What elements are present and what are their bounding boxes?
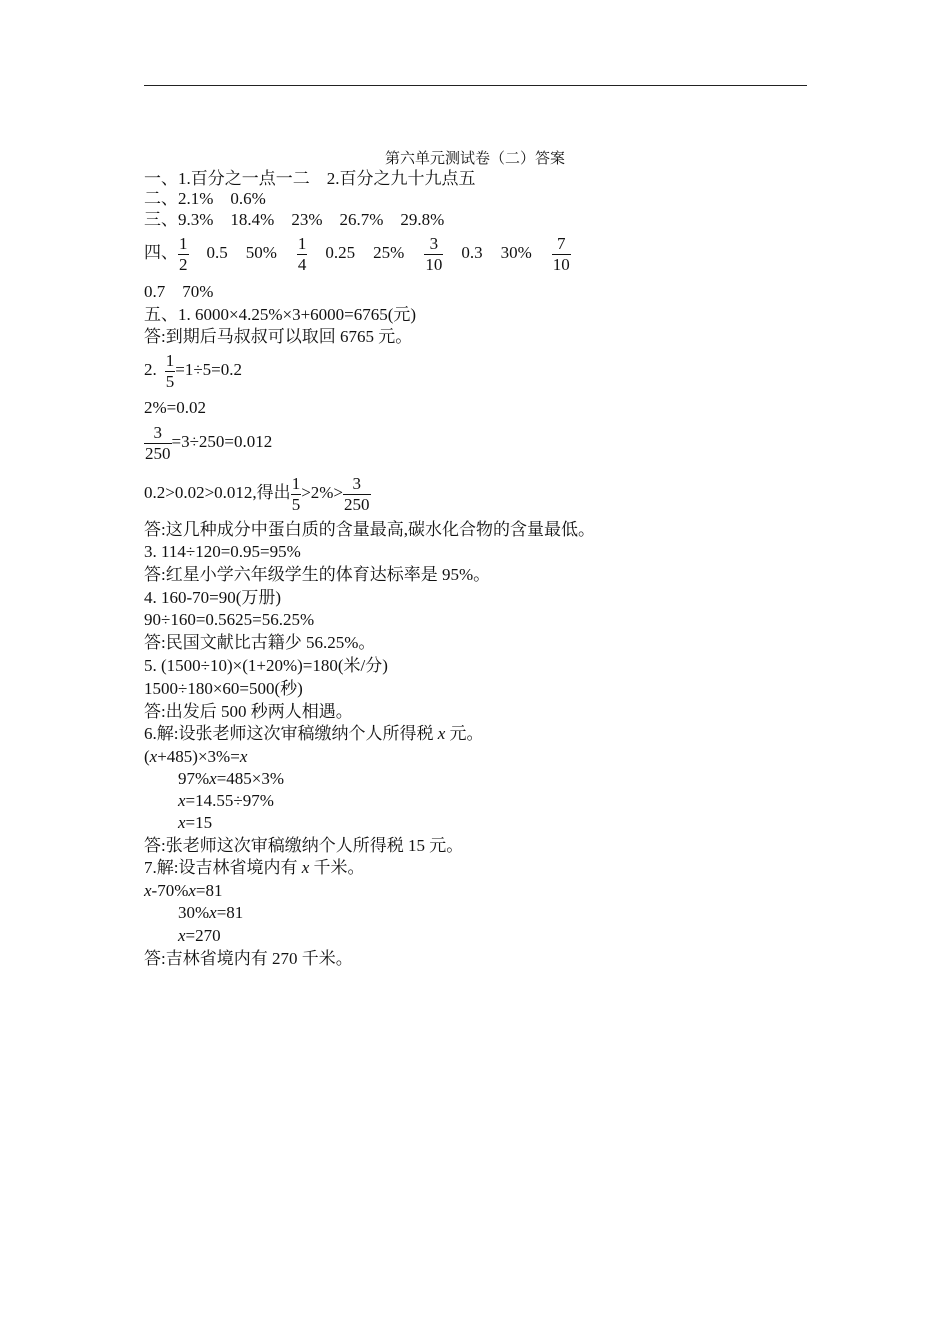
fraction: $\frac{1}{5}$ [165, 350, 175, 391]
q5-p6-step3: x=14.55÷97% [178, 791, 274, 810]
answer-q1: 一、1.百分之一点一二 2.百分之九十九点五 [144, 169, 476, 188]
q5-p5-line1: 5. (1500÷10)×(1+20%)=180(米/分) [144, 656, 388, 675]
q5-p6-setup: 6.解:设张老师这次审稿缴纳个人所得税 x 元。 [144, 724, 484, 743]
fraction: $\frac{1}{2}$ [179, 233, 188, 274]
q5-p4-line1: 4. 160-70=90(万册) [144, 588, 282, 607]
q5-p2-line3 [144, 422, 272, 464]
q5-p3-answer: 答:红星小学六年级学生的体育达标率是 95%。 [144, 565, 491, 584]
decimal-value: 0.25 [325, 243, 356, 262]
q5-p7-answer: 答:吉林省境内有 270 千米。 [144, 949, 353, 968]
q5-p6-answer: 答:张老师这次审稿缴纳个人所得税 15 元。 [144, 836, 464, 855]
compare-text-a: 0.2>0.02>0.012,得出 [144, 483, 291, 502]
answer-q2: 二、2.1% 0.6% [144, 189, 266, 208]
q5-p2-answer: 答:这几种成分中蛋白质的含量最高,碳水化合物的含量最低。 [144, 520, 595, 539]
fraction: $\frac{3}{10}$ [425, 233, 443, 274]
percent-value: 30% [500, 243, 532, 262]
fraction: $\frac{1}{5}$ [291, 473, 301, 514]
decimal-value: 0.5 [206, 243, 228, 262]
q5-p6-step2: 97%x=485×3% [178, 769, 285, 788]
q5-p5-line2: 1500÷180×60=500(秒) [144, 679, 303, 698]
q5-p2-line2: 2%=0.02 [144, 398, 206, 417]
q5-p2-result3: =3÷250=0.012 [171, 432, 273, 451]
fraction: $\frac{3}{250}$ [344, 473, 370, 514]
answer-q4 [144, 233, 571, 275]
q5-p2-compare [144, 473, 371, 515]
fraction: $\frac{7}{10}$ [552, 233, 570, 274]
q5-p2-line1 [144, 350, 242, 392]
q5-p4-answer: 答:民国文献比古籍少 56.25%。 [144, 633, 376, 652]
fraction: $\frac{1}{4}$ [297, 233, 307, 274]
answer-q3: 三、9.3% 18.4% 23% 26.7% 29.8% [144, 210, 445, 229]
q5-p7-setup: 7.解:设吉林省境内有 x 千米。 [144, 858, 365, 877]
q5-p4-line2: 90÷160=0.5625=56.25% [144, 610, 315, 629]
q5-p7-equation: x-70%x=81 [144, 881, 223, 900]
decimal-value: 0.3 [461, 243, 483, 262]
percent-value: 25% [373, 243, 405, 262]
q5-p5-answer: 答:出发后 500 秒两人相遇。 [144, 702, 353, 721]
q5-p6-step4: x=15 [178, 813, 213, 832]
q5-p2-label: 2. [144, 360, 157, 379]
q5-p3-calc: 3. 114÷120=0.95=95% [144, 542, 301, 561]
percent-value: 50% [245, 243, 277, 262]
q4-prefix: 四、 [144, 243, 178, 262]
q5-p7-step2: 30%x=81 [178, 903, 244, 922]
compare-text-b: >2%> [301, 483, 344, 502]
q5-p7-step3: x=270 [178, 926, 221, 945]
q5-p1-answer: 答:到期后马叔叔可以取回 6765 元。 [144, 327, 413, 346]
fraction: $\frac{3}{250}$ [145, 422, 171, 463]
q5-p2-result1: =1÷5=0.2 [175, 360, 243, 379]
q4-tail: 0.7 70% [144, 282, 214, 301]
page-title: 第六单元测试卷（二）答案 [384, 151, 565, 167]
q5-p1-calc: 五、1. 6000×4.25%×3+6000=6765(元) [144, 305, 417, 324]
q5-p6-equation: (x+485)×3%=x [144, 747, 248, 766]
header-rule [144, 85, 807, 86]
